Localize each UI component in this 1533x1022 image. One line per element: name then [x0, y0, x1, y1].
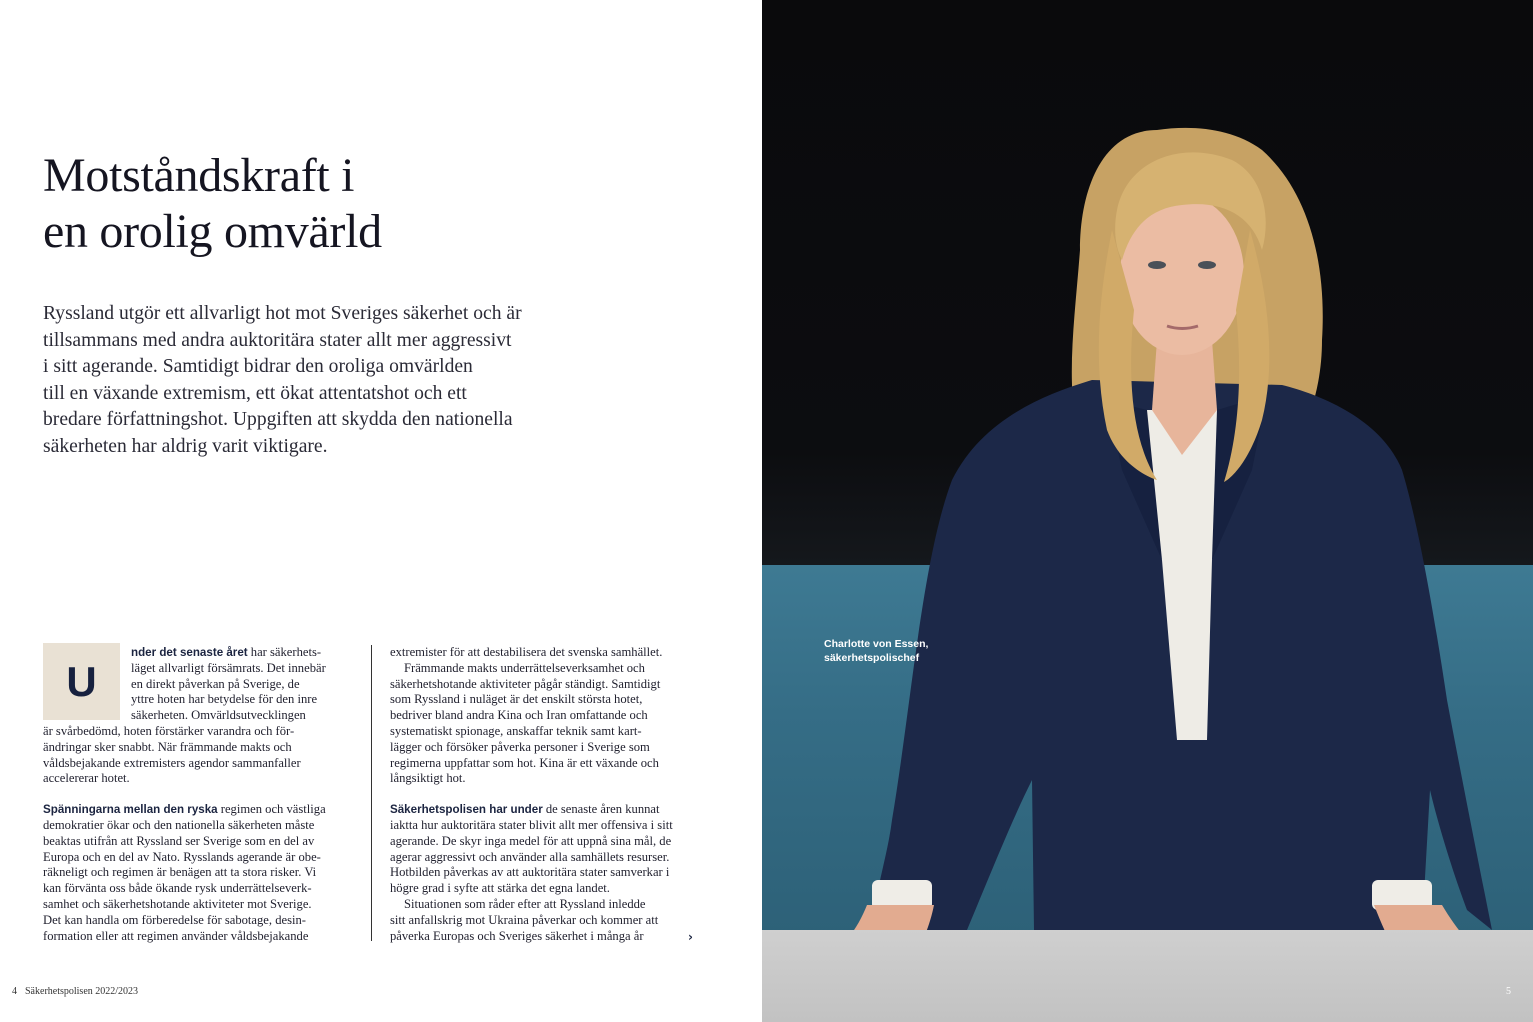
column-divider [371, 645, 372, 941]
drop-cap: U [43, 643, 120, 720]
body-line: högre grad i syfte att stärka det egna landet. [390, 881, 610, 896]
body-line: långsiktigt hot. [390, 771, 466, 786]
lead-line: i sitt agerande. Samtidigt bidrar den oroliga omvärlden [43, 356, 473, 378]
body-line: accelererar hotet. [43, 771, 130, 786]
body-line: säkerhetshotande aktiviteter pågår ständigt. Samtidigt [390, 676, 661, 691]
body-line: regimerna uppfattar som hot. Kina är ett växande och [390, 755, 659, 770]
body-line: Spänningarna mellan den ryska regimen och västliga [43, 802, 326, 817]
body-line: samhet och säkerhetshotande aktiviteter mot Sverige. [43, 896, 312, 911]
body-column-1 [43, 645, 358, 944]
body-line: beaktas utifrån att Ryssland ser Sverige som en del av [43, 833, 315, 848]
body-line: en direkt påverkan på Sverige, de [131, 676, 300, 691]
body-line: som Ryssland i nuläget är det enskilt största hotet, [390, 692, 643, 707]
body-line: påverka Europas och Sveriges säkerhet i många år [390, 928, 644, 943]
body-line: agerande. De skyr inga medel för att uppnå sina mål, de [390, 833, 672, 848]
lead-line: Ryssland utgör ett allvarligt hot mot Sveriges säkerhet och är [43, 303, 522, 324]
body-line: systematiskt spionage, anskaffar teknik samt kart- [390, 723, 642, 738]
body-line: yttre hoten har betydelse för den inre [131, 692, 318, 707]
body-line: Hotbilden påverkas av att auktoritära stater samverkar i [390, 865, 670, 880]
body-column-2 [390, 645, 705, 944]
body-line: räkneligt och regimen är benägen att ta stora risker. Vi [43, 865, 317, 880]
body-line: sitt anfallskrig mot Ukraina påverkar och kommer att [390, 912, 659, 927]
headline-line-1: Motståndskraft i [43, 149, 355, 202]
caption-title: säkerhetspolischef [824, 652, 920, 664]
body-line: iaktta hur auktoritära stater blivit allt mer offensiva i sitt [390, 817, 673, 832]
body-line: kan förvänta oss både ökande rysk underrättelseverk- [43, 881, 312, 896]
body-line: Säkerhetspolisen har under de senaste åren kunnat [390, 802, 660, 817]
body-line: Främmande makts underrättelseverksamhet och [404, 660, 645, 675]
lead-line: säkerheten har aldrig varit viktigare. [43, 435, 328, 457]
body-line: demokratier ökar och den nationella säkerheten måste [43, 817, 315, 832]
page-number-right: 5 [1506, 986, 1511, 997]
page-number-left: 4 [12, 986, 17, 997]
body-line: formation eller att regimen använder våldsbejakande [43, 928, 309, 943]
body-line: extremister för att destabilisera det svenska samhället. [390, 645, 663, 659]
portrait-illustration [762, 0, 1533, 1022]
publication-name: Säkerhetspolisen 2022/2023 [25, 986, 139, 997]
lead-line: tillsammans med andra auktoritära stater allt mer aggressivt [43, 329, 512, 351]
headline [43, 148, 643, 260]
left-footer [12, 986, 138, 997]
body-line: lägger och försöker påverka personer i Sverige som [390, 739, 650, 754]
lead-line: till en växande extremism, ett ökat attentatshot och ett [43, 382, 467, 404]
body-line: våldsbejakande extremisters agendor sammanfaller [43, 755, 301, 770]
body-line: bedriver bland andra Kina och Iran omfattande och [390, 708, 648, 723]
body-line: agerar aggressivt och använder alla samhällets resurser. [390, 849, 670, 864]
lead-line: bredare författningshot. Uppgiften att skydda den nationella [43, 409, 513, 431]
portrait-photo [762, 0, 1533, 1022]
body-line: Europa och en del av Nato. Rysslands agerande är obe- [43, 849, 321, 864]
photo-caption [824, 637, 928, 665]
body-line: är svårbedömd, hoten förstärker varandra och för- [43, 723, 295, 738]
photo-table [762, 930, 1533, 1022]
body-line: nder det senaste året har säkerhets- [131, 645, 322, 659]
body-line: säkerheten. Omvärldsutvecklingen [131, 708, 306, 723]
body-line: ändringar sker snabbt. När främmande makts och [43, 739, 292, 754]
lead-paragraph [43, 301, 603, 461]
caption-name: Charlotte von Essen, [824, 638, 929, 650]
left-page [0, 0, 762, 1022]
headline-line-2: en orolig omvärld [43, 205, 382, 258]
body-line: Situationen som råder efter att Ryssland inledde [404, 896, 646, 911]
continue-arrow-icon[interactable]: › [688, 930, 693, 944]
body-line: läget allvarligt försämrats. Det innebär [131, 660, 326, 675]
body-line: Det kan handla om förberedelse för sabotage, desin- [43, 912, 306, 927]
